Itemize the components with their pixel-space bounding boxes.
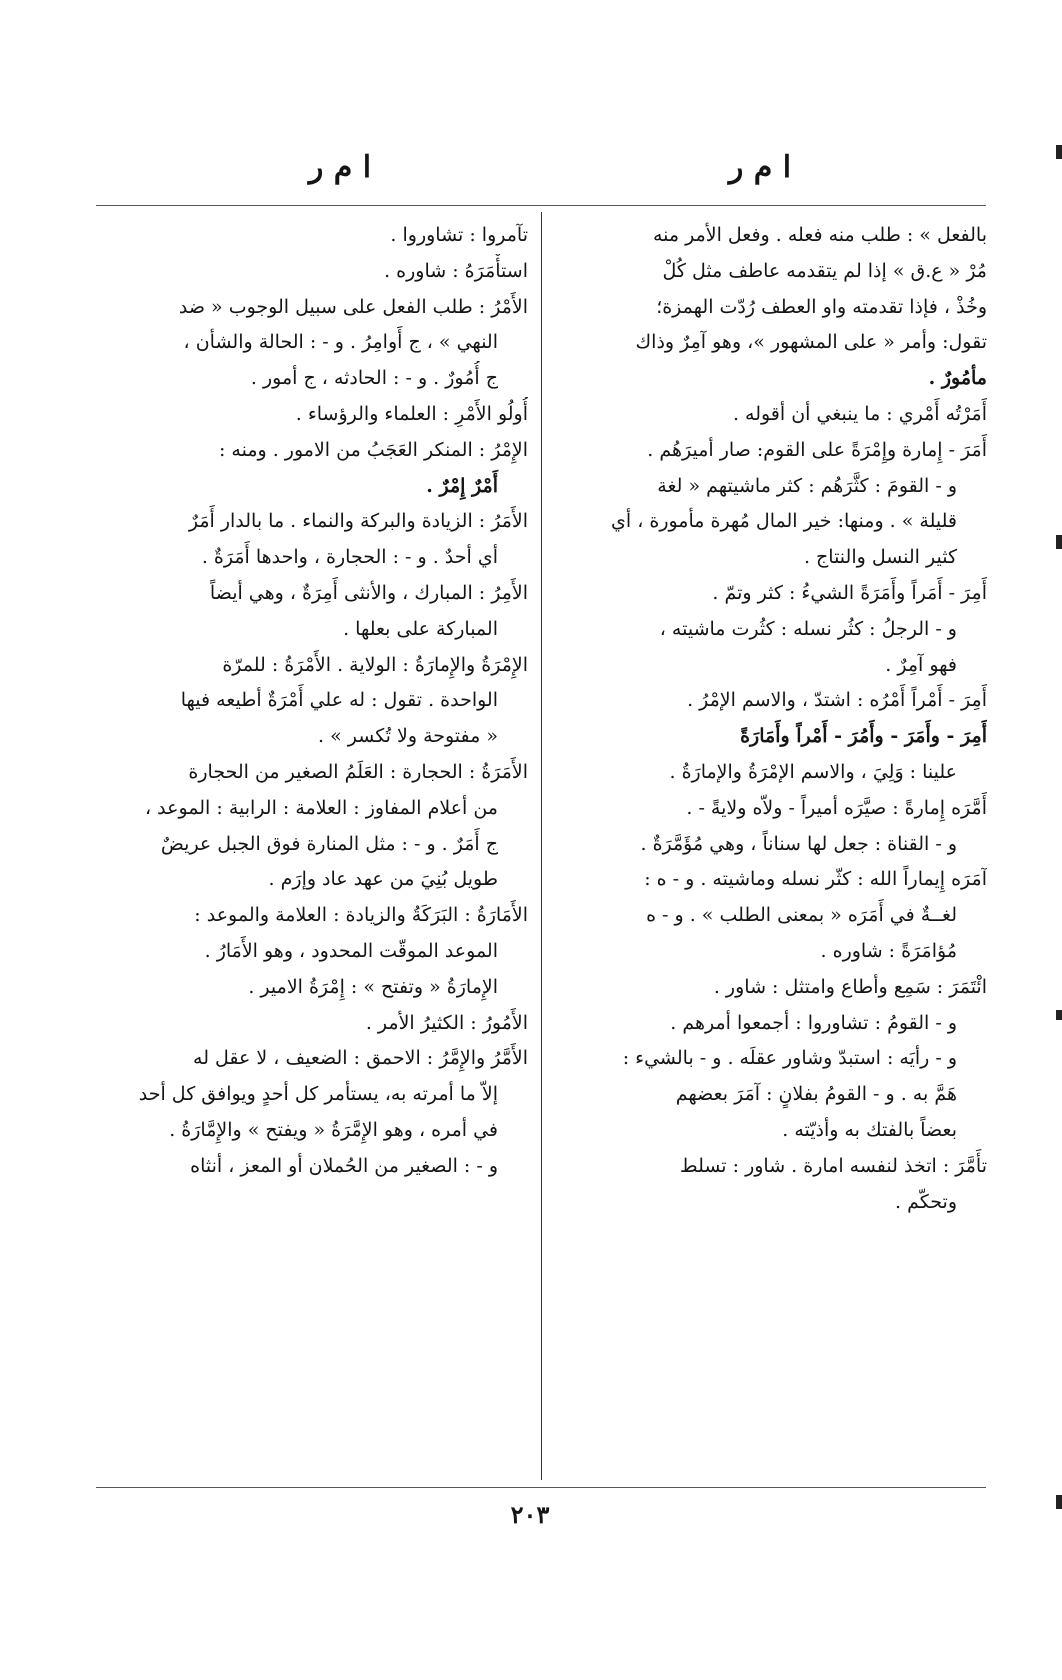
entry-line: كثير النسل والنتاج . (803, 546, 957, 569)
entry-line: و - القومُ : تشاوروا : أجمعوا أمرهم . (670, 1011, 957, 1034)
scan-edge-mark (1056, 145, 1062, 159)
page-number: ٢٠٣ (510, 1500, 550, 1529)
header-rule (96, 205, 986, 206)
entry-headword-line: أَمَرْتُه أَمْري : ما ينبغي أن أقوله . (732, 402, 987, 425)
entry-headword-line: أَمِرَ - أَمْراً أَمْرُه : اشتدّ ، والاسم الإمْرُ . (687, 689, 987, 712)
entry-headword-line: استأْمَرَهُ : شاوره . (384, 259, 528, 282)
entry-headword-line: الأَمَّرُ والإِمَّرُ : الاحمق : الضعيف ، لا عقل له (193, 1047, 528, 1070)
entry-headword-line: أَمَرَ - إِمارة وإِمْرَةً على القوم: صار أميرَهُم . (647, 438, 987, 461)
entry-headword-line: الأَمَرَةُ : الحجارة : العَلَمُ الصغير من الحجارة (188, 760, 528, 783)
entry-headword-line: الإِمْرَةُ والإِمارَةُ : الولاية . الأَمْرَةُ : للمرّة (222, 653, 528, 676)
running-header-right: ا م ر (728, 150, 792, 185)
entry-line: قليلة » . ومنها: خير المال مُهرة مأمورة ، أي (611, 510, 957, 533)
entry-line: فهو آمِرٌ . (885, 653, 957, 676)
scan-edge-mark (1056, 1495, 1062, 1509)
entry-line: بعضاً بالفتك به وأذيّته . (782, 1118, 957, 1141)
entry-line: وتحكّم . (895, 1190, 957, 1213)
entry-line: و - القومَ : كثَّرَهُم : كثر ماشيتهم « لغة (657, 474, 957, 497)
entry-headword-line: أَمَّرَه إِمارةً : صيَّرَه أميراً - ولاّه ولايةً - . (686, 796, 987, 819)
entry-headword-line: ائْتَمَرَ : سَمِع وأطاع وامتثل : شاور . (713, 975, 987, 998)
entry-line: من أعلام المفاوز : العلامة : الرابية : الموعد ، (144, 796, 498, 819)
entry-line: الإِمارَةُ « وتفتح » : إِمْرَةُ الامير . (248, 975, 498, 998)
entry-line: و - : الصغير من الحُملان أو المعز ، أنثاه (190, 1154, 498, 1177)
entry-headword-line: تآمروا : تشاوروا . (390, 224, 528, 246)
entry-line: لغــةٌ في أَمَرَه « بمعنى الطلب » . و - ه (646, 904, 957, 927)
entry-line: أي أحدٌ . و - : الحجارة ، واحدها أَمَرَةٌ . (201, 546, 498, 569)
entry-line: طويل بُنِيَ من عهد عاد وإرَم . (268, 868, 498, 891)
entry-line: ج أَمَرٌ . و - : مثل المنارة فوق الجبل عريضٌ (160, 832, 498, 855)
entry-headword-line: الأَمُورُ : الكثيرُ الأمر . (365, 1011, 528, 1034)
entry-line: الواحدة . تقول : له علي أَمْرَةٌ أطيعه فيها (180, 689, 498, 712)
entry-headword-line: تأَمَّرَ : اتخذ لنفسه امارة . شاور : تسلط (680, 1154, 987, 1177)
entry-line: علينا : وَلِيَ ، والاسم الإمْرَةُ والإمارَةُ . (669, 760, 957, 783)
scan-edge-mark (1056, 535, 1062, 549)
entry-headword-line: الأَمَارَةُ : البَرَكَةُ والزيادة : العلامة والموعد : (194, 904, 528, 927)
entry-line: إلاّ ما أمرته به، يستأمر كل أحدٍ ويوافق كل أحد (138, 1083, 498, 1106)
entry-line: « مفتوحة ولا تُكسر » . (318, 725, 498, 748)
entry-line: مُؤامَرَةً : شاوره . (820, 939, 957, 962)
entry-headword-line: أُولُو الأَمْرِ : العلماء والرؤساء . (295, 402, 528, 425)
entry-line: و - رأيَه : استبدّ وشاور عقلَه . و - بالشيء : (622, 1047, 957, 1070)
entry-line: مُرْ « ع.ق » إذا لم يتقدمه عاطف مثل كُلْ (662, 259, 987, 282)
entry-line: وخُذْ ، فإذا تقدمته واو العطف رُدّت الهمزة؛ (656, 295, 987, 318)
entry-line: و - الرجلُ : كثُر نسله : كثُرت ماشيته ، (659, 617, 957, 640)
entry-line: أَمْرٌ إِمْرٌ . (426, 474, 498, 497)
entry-line: المباركة على بعلها . (343, 617, 498, 640)
entry-headword-line: الأَمَرُ : الزيادة والبركة والنماء . ما بالدار أَمَرٌ (188, 510, 528, 533)
entry-line: الموعد الموقّت المحدود ، وهو الأَمَارُ . (204, 939, 498, 962)
running-header-left: ا م ر (308, 150, 372, 185)
entry-headword-line: أَمِرَ - وأَمَرَ - وأَمُرَ - أَمْراً وأَمَارَةً (740, 725, 987, 748)
entry-line: هَمَّ به . و - القومُ بفلانٍ : آمَرَ بعضهم (675, 1083, 957, 1106)
entry-headword-line: الأَمْرُ : طلب الفعل على سبيل الوجوب « ضد (178, 295, 528, 318)
entry-line: تقول: وأمر « على المشهور »، وهو آمِرٌ وذاك (635, 331, 987, 354)
entry-line: مأمُورٌ . (928, 367, 987, 390)
entry-headword-line: أَمِرَ - أَمَراً وأَمَرَةً الشيءُ : كثر وتمّ . (712, 581, 987, 604)
column-divider (541, 212, 542, 1480)
entry-line: النهي » ، ج أَوامِرُ . و - : الحالة والشأن ، (183, 331, 498, 354)
footer-rule (96, 1487, 986, 1488)
entry-line: ج أُمُورٌ . و - : الحادثه ، ج أمور . (250, 367, 498, 390)
entry-headword-line: آمَرَه إِيماراً الله : كثّر نسله وماشيته . و - ه : (644, 868, 987, 891)
entry-headword-line: الإِمْرُ : المنكر العَجَبُ من الامور . ومنه : (218, 438, 528, 461)
entry-line: في أمره ، وهو الإِمَّرَةُ « ويفتح » والإِمَّارَةُ . (169, 1118, 498, 1141)
right-column (551, 218, 987, 1220)
left-column (108, 218, 528, 1185)
entry-line: بالفعل » : طلب منه فعله . وفعل الأمر منه (652, 224, 987, 246)
entry-headword-line: الأَمِرُ : المبارك ، والأنثى أَمِرَةٌ ، وهي أيضاً (209, 581, 528, 604)
entry-line: و - القناة : جعل لها سناناً ، وهي مُؤَمَّرَةٌ . (640, 832, 957, 855)
scan-edge-mark (1056, 1010, 1062, 1020)
